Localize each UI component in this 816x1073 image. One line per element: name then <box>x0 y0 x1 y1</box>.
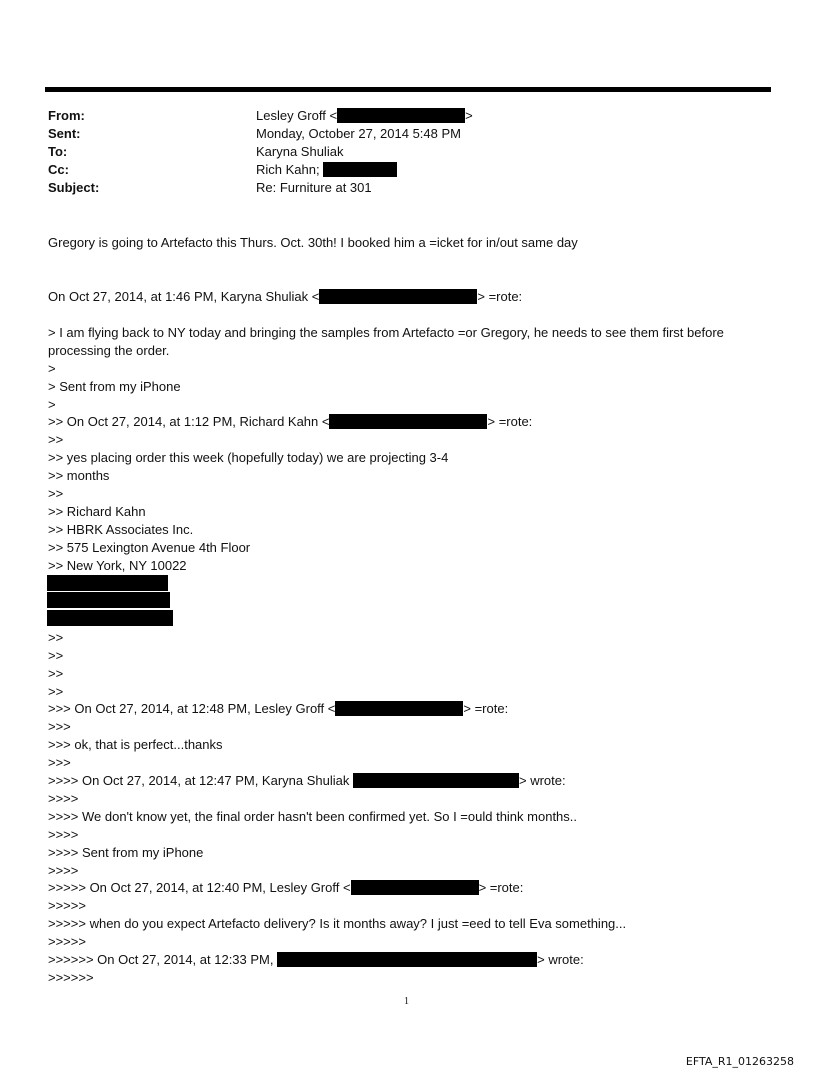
body-line: >> <box>48 648 64 663</box>
body-line: >>>> <box>48 827 79 842</box>
header-rule <box>45 87 771 92</box>
body-line: >> 575 Lexington Avenue 4th Floor <box>48 540 251 555</box>
body-line: > Sent from my iPhone <box>48 379 181 394</box>
body-line: >>>> <box>48 863 79 878</box>
body-line: >>>>>> <box>48 970 94 985</box>
quote-header-text: >>>>>> On Oct 27, 2014, at 12:33 PM, <box>48 952 274 967</box>
redaction-bar <box>323 162 397 177</box>
body-line: >>>>> <box>48 934 86 949</box>
quote-header-text: > =rote: <box>487 414 533 429</box>
from-name: Lesley Groff < <box>256 108 338 123</box>
quote-header-4 <box>48 772 566 790</box>
cc-value <box>256 161 397 179</box>
body-line: >>> <box>48 755 71 770</box>
body-line: > <box>48 361 56 376</box>
redaction-block <box>47 575 168 591</box>
sent-value: Monday, October 27, 2014 5:48 PM <box>256 126 461 141</box>
quote-header-text: >>>>> On Oct 27, 2014, at 12:40 PM, Lesley Groff < <box>48 880 351 895</box>
body-line: >> yes placing order this week (hopefully today) we are projecting 3-4 <box>48 450 449 465</box>
cc-label: Cc: <box>48 162 69 177</box>
quote-header-text: > wrote: <box>537 952 584 967</box>
body-line: >> <box>48 432 64 447</box>
body-line: >> HBRK Associates Inc. <box>48 522 194 537</box>
body-line: >> New York, NY 10022 <box>48 558 187 573</box>
redaction-block <box>47 592 170 608</box>
quote-header-text: >> On Oct 27, 2014, at 1:12 PM, Richard Kahn < <box>48 414 330 429</box>
intro-text: Gregory is going to Artefacto this Thurs. Oct. 30th! I booked him a =icket for in/out same day <box>48 235 578 250</box>
to-value: Karyna Shuliak <box>256 144 344 159</box>
quote-header-text: On Oct 27, 2014, at 1:46 PM, Karyna Shuliak < <box>48 289 320 304</box>
from-label: From: <box>48 108 85 123</box>
quote-header-text: > wrote: <box>518 773 566 788</box>
body-line: >> <box>48 666 64 681</box>
redaction-bar <box>319 289 477 304</box>
redaction-bar <box>329 414 487 429</box>
subject-label: Subject: <box>48 180 100 195</box>
quote-header-5 <box>48 879 523 897</box>
to-label: To: <box>48 144 68 159</box>
page-number: 1 <box>404 996 409 1007</box>
redaction-block <box>47 610 173 626</box>
body-line: >> months <box>48 468 110 483</box>
body-line: >>>> <box>48 791 79 806</box>
quote-header-2 <box>48 413 532 431</box>
body-line: >>>> We don't know yet, the final order hasn't been confirmed yet. So I =ould think months.. <box>48 809 578 824</box>
body-line: >> <box>48 684 64 699</box>
redaction-bar <box>337 108 465 123</box>
redaction-bar <box>277 952 537 967</box>
redaction-bar <box>353 773 519 788</box>
quote-header-6 <box>48 951 584 969</box>
quote-header-text: > =rote: <box>477 289 523 304</box>
redaction-bar <box>335 701 463 716</box>
quote-header-3 <box>48 700 508 718</box>
redaction-bar <box>351 880 479 895</box>
body-line: > I am flying back to NY today and bringing the samples from Artefacto =or Gregory, he needs to see them first before <box>48 325 724 340</box>
sent-label: Sent: <box>48 126 81 141</box>
quote-header-text: >>>> On Oct 27, 2014, at 12:47 PM, Karyna Shuliak <box>48 773 350 788</box>
subject-value: Re: Furniture at 301 <box>256 180 372 195</box>
body-line: processing the order. <box>48 343 170 358</box>
body-line: >> <box>48 630 64 645</box>
body-line: >> <box>48 486 64 501</box>
body-line: >>> <box>48 719 71 734</box>
from-end: > <box>465 108 473 123</box>
body-line: >>> ok, that is perfect...thanks <box>48 737 223 752</box>
cc-name: Rich Kahn; <box>256 162 320 177</box>
body-line: >>>> Sent from my iPhone <box>48 845 204 860</box>
from-value <box>256 107 473 125</box>
body-line: > <box>48 397 56 412</box>
quote-header-text: >>> On Oct 27, 2014, at 12:48 PM, Lesley Groff < <box>48 701 336 716</box>
body-line: >>>>> <box>48 898 86 913</box>
quote-header-text: > =rote: <box>478 880 524 895</box>
quote-header-text: > =rote: <box>463 701 509 716</box>
bates-number: EFTA_R1_01263258 <box>685 1055 794 1068</box>
body-line: >>>>> when do you expect Artefacto delivery? Is it months away? I just =eed to tell Eva something... <box>48 916 627 931</box>
quote-header-1 <box>48 288 522 306</box>
body-line: >> Richard Kahn <box>48 504 146 519</box>
